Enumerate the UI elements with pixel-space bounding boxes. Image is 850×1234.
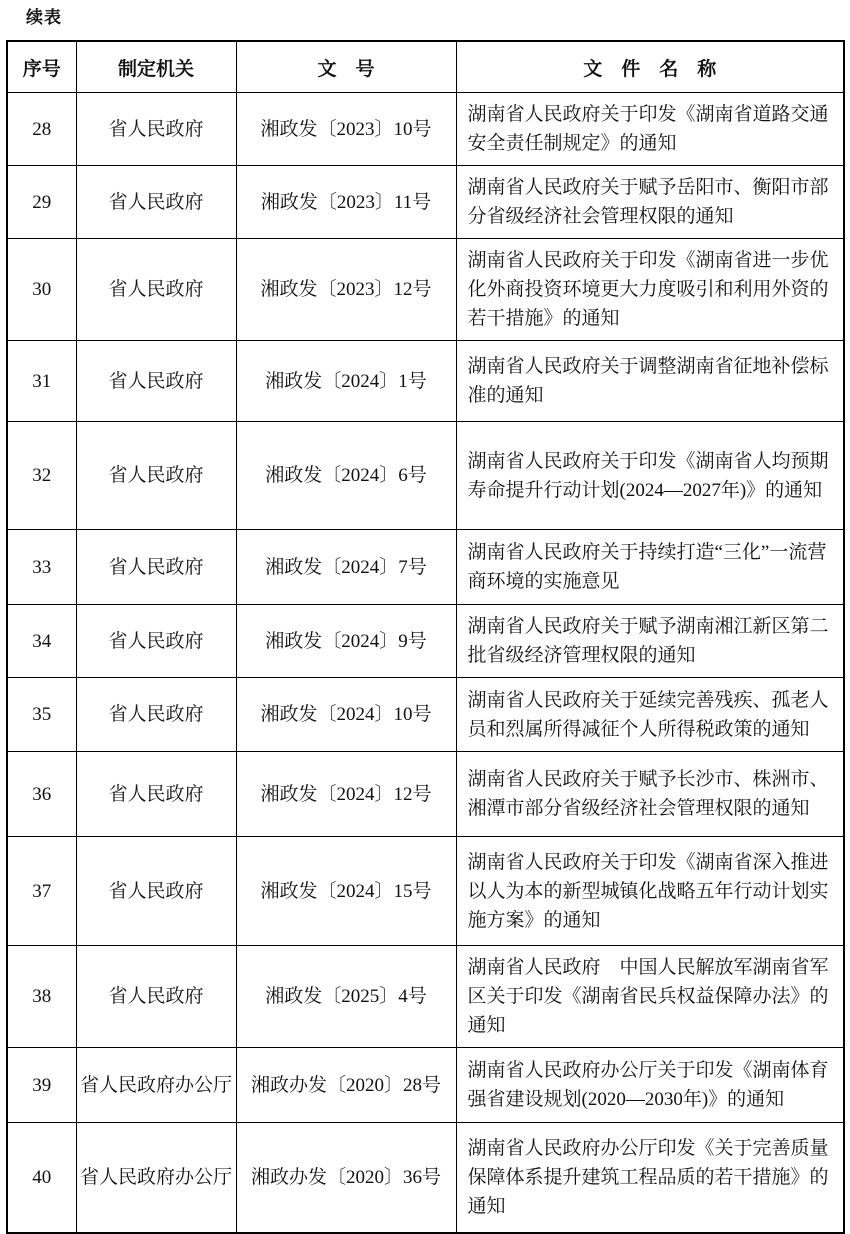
column-header-document-title: 文 件 名 称: [456, 41, 844, 93]
cell-document-title: 湖南省人民政府关于调整湖南省征地补偿标准的通知: [456, 341, 844, 422]
cell-document-title: 湖南省人民政府关于印发《湖南省人均预期寿命提升行动计划(2024—2027年)》的通知: [456, 422, 844, 530]
cell-document-title: 湖南省人民政府关于印发《湖南省深入推进以人为本的新型城镇化战略五年行动计划实施方案》的通知: [456, 837, 844, 946]
cell-issuing-agency: 省人民政府办公厅: [76, 1048, 236, 1123]
table-row: [7, 605, 844, 678]
cell-serial-number: 36: [7, 752, 76, 837]
cell-document-title: 湖南省人民政府关于延续完善残疾、孤老人员和烈属所得减征个人所得税政策的通知: [456, 678, 844, 752]
cell-document-number: 湘政办发〔2020〕28号: [236, 1048, 456, 1123]
cell-serial-number: 29: [7, 166, 76, 239]
cell-document-title: 湖南省人民政府 中国人民解放军湖南省军区关于印发《湖南省民兵权益保障办法》的通知: [456, 946, 844, 1048]
cell-serial-number: 31: [7, 341, 76, 422]
table-row: [7, 93, 844, 166]
cell-serial-number: 39: [7, 1048, 76, 1123]
column-header-document-number: 文 号: [236, 41, 456, 93]
cell-issuing-agency: 省人民政府: [76, 239, 236, 341]
cell-issuing-agency: 省人民政府: [76, 422, 236, 530]
cell-document-number: 湘政发〔2023〕12号: [236, 239, 456, 341]
cell-serial-number: 32: [7, 422, 76, 530]
cell-serial-number: 38: [7, 946, 76, 1048]
table-row: [7, 422, 844, 530]
cell-document-title: 湖南省人民政府关于赋予岳阳市、衡阳市部分省级经济社会管理权限的通知: [456, 166, 844, 239]
cell-issuing-agency: 省人民政府办公厅: [76, 1123, 236, 1233]
cell-document-number: 湘政发〔2024〕7号: [236, 530, 456, 605]
table-row: [7, 341, 844, 422]
cell-issuing-agency: 省人民政府: [76, 605, 236, 678]
cell-issuing-agency: 省人民政府: [76, 837, 236, 946]
cell-document-number: 湘政发〔2024〕12号: [236, 752, 456, 837]
cell-serial-number: 34: [7, 605, 76, 678]
cell-document-title: 湖南省人民政府关于印发《湖南省进一步优化外商投资环境更大力度吸引和利用外资的若干措施》的通知: [456, 239, 844, 341]
cell-document-title: 湖南省人民政府关于赋予湖南湘江新区第二批省级经济管理权限的通知: [456, 605, 844, 678]
column-header-issuing-agency: 制定机关: [76, 41, 236, 93]
cell-document-title: 湖南省人民政府关于赋予长沙市、株洲市、湘潭市部分省级经济社会管理权限的通知: [456, 752, 844, 837]
cell-serial-number: 37: [7, 837, 76, 946]
cell-document-number: 湘政办发〔2020〕36号: [236, 1123, 456, 1233]
cell-document-number: 湘政发〔2024〕15号: [236, 837, 456, 946]
cell-document-number: 湘政发〔2023〕10号: [236, 93, 456, 166]
cell-serial-number: 33: [7, 530, 76, 605]
cell-document-number: 湘政发〔2024〕6号: [236, 422, 456, 530]
table-row: [7, 166, 844, 239]
cell-issuing-agency: 省人民政府: [76, 946, 236, 1048]
cell-document-title: 湖南省人民政府办公厅关于印发《湖南体育强省建设规划(2020—2030年)》的通知: [456, 1048, 844, 1123]
cell-document-number: 湘政发〔2024〕9号: [236, 605, 456, 678]
cell-serial-number: 28: [7, 93, 76, 166]
cell-issuing-agency: 省人民政府: [76, 530, 236, 605]
cell-document-title: 湖南省人民政府办公厅印发《关于完善质量保障体系提升建筑工程品质的若干措施》的通知: [456, 1123, 844, 1233]
table-header-row: [7, 41, 844, 93]
table-row: [7, 946, 844, 1048]
cell-issuing-agency: 省人民政府: [76, 166, 236, 239]
table-row: [7, 530, 844, 605]
table-row: [7, 1123, 844, 1233]
cell-serial-number: 35: [7, 678, 76, 752]
cell-serial-number: 30: [7, 239, 76, 341]
cell-issuing-agency: 省人民政府: [76, 93, 236, 166]
table-row: [7, 239, 844, 341]
cell-document-number: 湘政发〔2023〕11号: [236, 166, 456, 239]
column-header-serial-number: 序号: [7, 41, 76, 93]
cell-document-number: 湘政发〔2024〕10号: [236, 678, 456, 752]
continued-table-caption: 续表: [26, 8, 62, 27]
table-row: [7, 1048, 844, 1123]
documents-table: [6, 40, 845, 1234]
cell-document-title: 湖南省人民政府关于持续打造“三化”一流营商环境的实施意见: [456, 530, 844, 605]
cell-document-number: 湘政发〔2025〕4号: [236, 946, 456, 1048]
table-row: [7, 837, 844, 946]
cell-serial-number: 40: [7, 1123, 76, 1233]
cell-document-title: 湖南省人民政府关于印发《湖南省道路交通安全责任制规定》的通知: [456, 93, 844, 166]
cell-document-number: 湘政发〔2024〕1号: [236, 341, 456, 422]
cell-issuing-agency: 省人民政府: [76, 752, 236, 837]
cell-issuing-agency: 省人民政府: [76, 341, 236, 422]
table-row: [7, 752, 844, 837]
cell-issuing-agency: 省人民政府: [76, 678, 236, 752]
table-row: [7, 678, 844, 752]
